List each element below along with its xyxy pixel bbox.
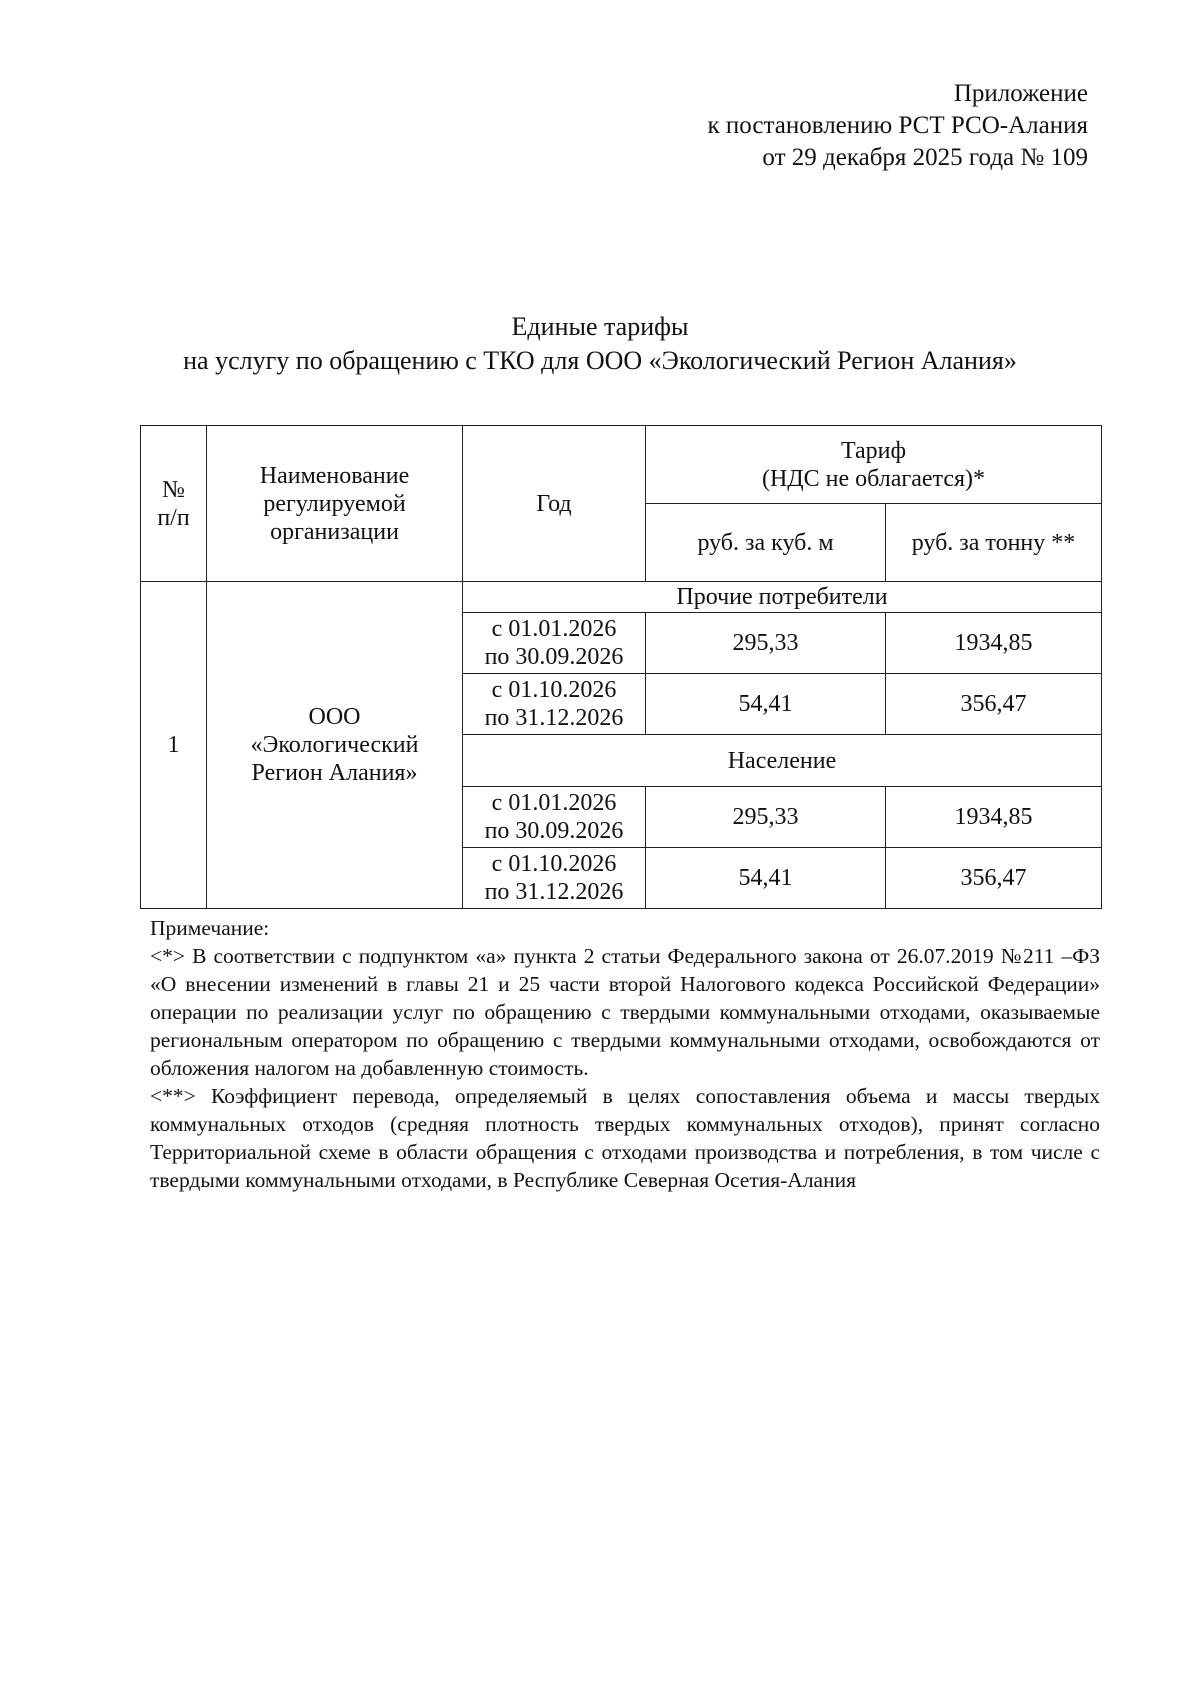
document-title (0, 310, 1200, 378)
tariff-per-m3: 295,33 (646, 787, 886, 848)
notes-section (150, 914, 1100, 1194)
appendix-header (708, 78, 1088, 174)
note-conversion-coefficient: <**> Коэффициент перевода, определяемый в целях сопоставления объема и массы твердых коммунальных отходов (средняя плотность твердых коммунальных отходов), принят согласно Территориальной схеме в области обращения с отходами производства и потребления, в том числе с твердыми коммунальными отходами, в Республике Северная Осетия-Алания (150, 1084, 1100, 1192)
organization-line-1: ООО (308, 704, 361, 730)
header-tariff-line-1: Тариф (840, 437, 907, 464)
header-tariff (646, 426, 1102, 504)
title-line-1: Единые тарифы (511, 312, 689, 341)
appendix-line-3: от 29 декабря 2025 года № 109 (762, 144, 1088, 171)
header-rub-per-ton: руб. за тонну ** (886, 504, 1102, 582)
period-from: с 01.10.2026 (491, 677, 617, 703)
header-tariff-line-2: (НДС не облагается)* (761, 465, 986, 492)
header-number-line-2: п/п (157, 504, 190, 531)
tariff-per-ton: 356,47 (886, 674, 1102, 735)
appendix-line-1: Приложение (953, 80, 1088, 107)
tariff-per-ton: 1934,85 (886, 787, 1102, 848)
notes-label: Примечание: (150, 916, 270, 940)
header-number-line-1: № (162, 476, 185, 503)
tariff-per-ton: 356,47 (886, 848, 1102, 909)
period-cell (463, 848, 646, 909)
organization-line-3: Регион Алания» (251, 760, 418, 786)
group-label: Прочие потребители (463, 582, 1102, 613)
period-from: с 01.10.2026 (491, 851, 617, 877)
tariff-per-ton: 1934,85 (886, 613, 1102, 674)
tariff-per-m3: 295,33 (646, 613, 886, 674)
organization-line-2: «Экологический (250, 732, 419, 758)
organization-name (207, 582, 463, 909)
header-rub-per-m3: руб. за куб. м (646, 504, 886, 582)
group-label: Население (463, 735, 1102, 787)
period-cell (463, 787, 646, 848)
appendix-line-2: к постановлению РСТ РСО-Алания (707, 112, 1088, 139)
period-cell (463, 674, 646, 735)
tariff-table (140, 425, 1102, 909)
note-vat-exemption: <*> В соответствии с подпунктом «а» пункта 2 статьи Федерального закона от 26.07.2019 №211 –ФЗ «О внесении изменений в главы 21 и 25 части второй Налогового кодекса Российской Федерации» операции по реализации услуг по обращению с твердыми коммунальными отходами, оказываемые региональным оператором по обращению с твердыми коммунальными отходами, освобождаются от обложения налогом на добавленную стоимость. (150, 944, 1100, 1080)
period-to: по 31.12.2026 (484, 879, 624, 905)
period-to: по 31.12.2026 (484, 705, 624, 731)
title-line-2: на услугу по обращению с ТКО для ООО «Экологический Регион Алания» (183, 346, 1017, 375)
header-number (141, 426, 207, 582)
tariff-per-m3: 54,41 (646, 674, 886, 735)
header-organization: Наименование регулируемой организации (207, 426, 463, 582)
row-number: 1 (141, 582, 207, 909)
period-to: по 30.09.2026 (484, 644, 624, 670)
period-cell (463, 613, 646, 674)
period-from: с 01.01.2026 (491, 790, 617, 816)
period-from: с 01.01.2026 (491, 616, 617, 642)
period-to: по 30.09.2026 (484, 818, 624, 844)
header-year: Год (463, 426, 646, 582)
tariff-per-m3: 54,41 (646, 848, 886, 909)
